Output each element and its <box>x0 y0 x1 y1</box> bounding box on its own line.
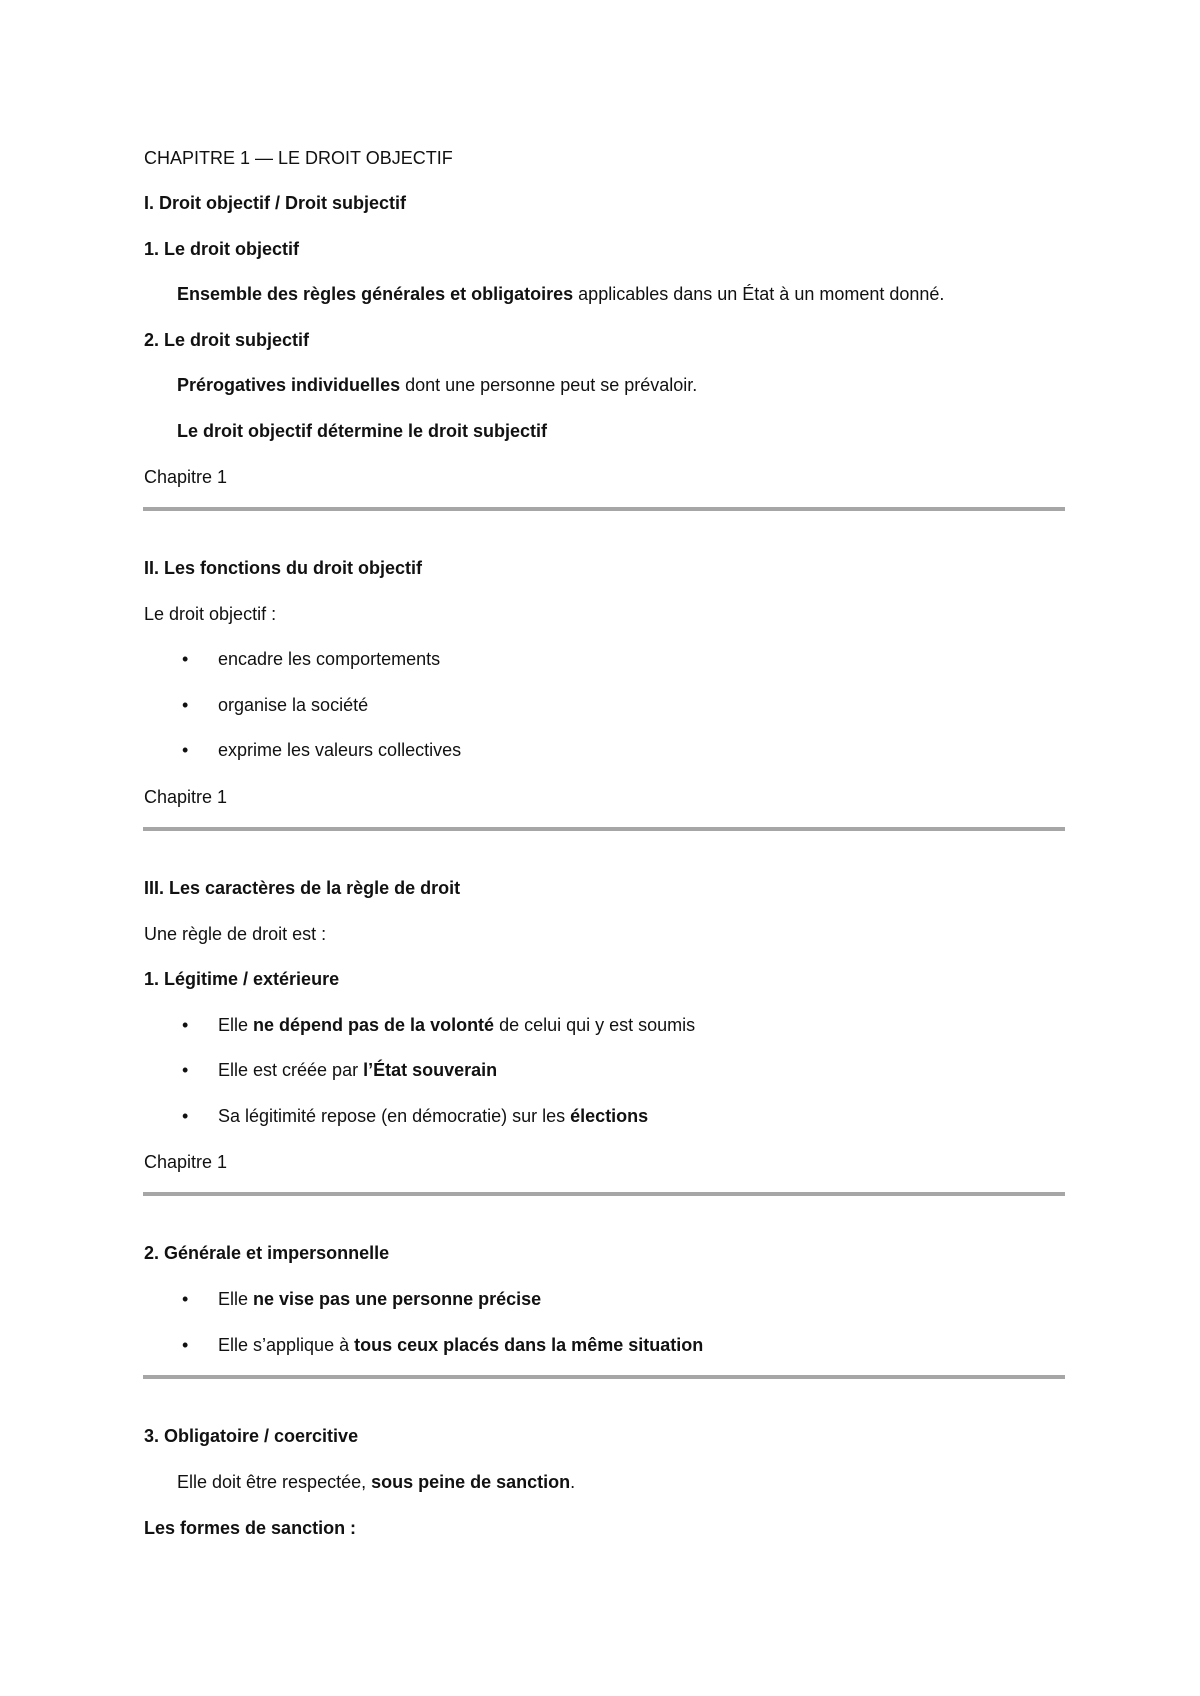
list-item: organise la société <box>218 695 369 715</box>
bullet-icon: • <box>182 1289 189 1309</box>
paragraph <box>177 373 697 397</box>
footer-label: Chapitre 1 <box>144 467 228 487</box>
text: . <box>570 1472 576 1492</box>
conclusion-text: Le droit objectif détermine le droit subjectif <box>177 421 548 441</box>
section-heading: I. Droit objectif / Droit subjectif <box>144 193 407 213</box>
paragraph <box>177 1470 575 1494</box>
paragraph <box>177 282 944 306</box>
bullet-icon: • <box>182 1106 189 1126</box>
text: Elle s’applique à <box>218 1335 355 1355</box>
horizontal-rule <box>143 827 1065 831</box>
list-item: encadre les comportements <box>218 649 441 669</box>
text: Elle <box>218 1289 254 1309</box>
bold-text: Prérogatives individuelles <box>177 375 401 395</box>
footer-label: Chapitre 1 <box>144 787 228 807</box>
bullet-icon: • <box>182 1015 189 1035</box>
bullet-icon: • <box>182 1060 189 1080</box>
bullet-icon: • <box>182 695 189 715</box>
list-item: exprime les valeurs collectives <box>218 740 462 760</box>
subsection-heading: 2. Générale et impersonnelle <box>144 1243 390 1263</box>
subsection-heading: 1. Le droit objectif <box>144 239 300 259</box>
bold-text: élections <box>570 1106 649 1126</box>
page-title: CHAPITRE 1 — LE DROIT OBJECTIF <box>144 148 453 168</box>
subsection-heading: 2. Le droit subjectif <box>144 330 310 350</box>
bullet-icon: • <box>182 740 189 760</box>
list-item <box>218 1333 703 1357</box>
bold-text: ne dépend pas de la volonté <box>253 1015 495 1035</box>
subsection-heading: 3. Obligatoire / coercitive <box>144 1426 359 1446</box>
text: Elle est créée par <box>218 1060 364 1080</box>
horizontal-rule <box>143 1192 1065 1196</box>
list-item <box>218 1104 648 1128</box>
text: de celui qui y est soumis <box>494 1015 696 1035</box>
text: dont une personne peut se prévaloir. <box>400 375 698 395</box>
section-heading: III. Les caractères de la règle de droit <box>144 878 461 898</box>
horizontal-rule <box>143 507 1065 511</box>
list-item <box>218 1013 695 1037</box>
bullet-icon: • <box>182 1335 189 1355</box>
bold-text: sous peine de sanction <box>371 1472 571 1492</box>
bold-text: l’État souverain <box>363 1060 498 1080</box>
horizontal-rule <box>143 1375 1065 1379</box>
subsection-heading: Les formes de sanction : <box>144 1518 357 1538</box>
text: Elle doit être respectée, <box>177 1472 372 1492</box>
bold-text: tous ceux placés dans la même situation <box>354 1335 704 1355</box>
text: Elle <box>218 1015 254 1035</box>
list-item <box>218 1287 541 1311</box>
bold-text: Ensemble des règles générales et obligatoires <box>177 284 574 304</box>
text: applicables dans un État à un moment donné. <box>573 284 945 304</box>
subsection-heading: 1. Légitime / extérieure <box>144 969 340 989</box>
footer-label: Chapitre 1 <box>144 1152 228 1172</box>
text: Sa légitimité repose (en démocratie) sur les <box>218 1106 571 1126</box>
paragraph: Le droit objectif : <box>144 604 277 624</box>
list-item <box>218 1058 497 1082</box>
bold-text: ne vise pas une personne précise <box>253 1289 542 1309</box>
bullet-icon: • <box>182 649 189 669</box>
paragraph: Une règle de droit est : <box>144 924 327 944</box>
section-heading: II. Les fonctions du droit objectif <box>144 558 422 578</box>
